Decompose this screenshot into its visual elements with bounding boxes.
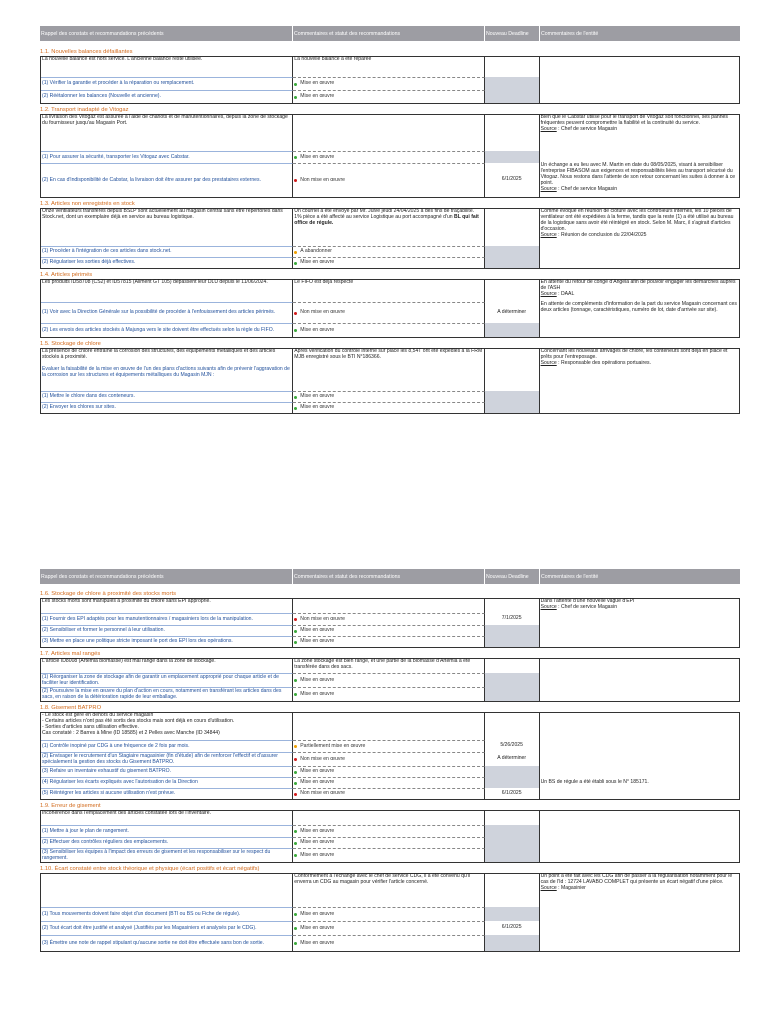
section-1-5	[40, 341, 740, 414]
section-1-1	[40, 49, 740, 104]
deadline-cell	[485, 907, 540, 921]
section-1-3	[40, 201, 740, 269]
header-deadline: Nouveau Deadline	[485, 569, 540, 584]
deadline-cell	[485, 323, 540, 337]
section-table	[40, 810, 740, 863]
status-badge: Mise en œuvre	[293, 921, 484, 935]
section-title: 1.9. Erreur de gisement	[40, 803, 101, 809]
deadline-cell: 6/1/2025	[485, 788, 540, 799]
status-badge: Mise en œuvre	[293, 323, 484, 337]
section-1-7	[40, 651, 740, 702]
recommendation: (1) Pour assurer la sécurité, transporter les Vitogaz avec Cabstar.	[41, 151, 293, 163]
section-title: 1.6. Stockage de chlore à proximité des stocks morts	[40, 591, 176, 597]
status-badge: A abandonner	[293, 246, 484, 257]
section-table	[40, 208, 740, 269]
recommendation: (4) Régulariser les écarts expliqués avec l'autorisation de la Direction	[41, 777, 293, 788]
deadline-cell	[485, 825, 540, 837]
recommendation: (3) Mettre en place une politique stricte imposant le port des EPI lors des opérations.	[41, 636, 293, 647]
report-page-2	[40, 569, 740, 952]
deadline-cell	[485, 636, 540, 647]
recommendation: (1) Réorganiser la zone de stockage afin de garantir un emplacement approprié pour chaque article et de faciliter leur identification.	[41, 673, 293, 687]
constat-comment: Un courriel a été envoyé par Mr. Julve jeudi 24/04/2025 à des fins de traçabilité. 1% pièce a été affecté au service Logistique au port accompagné d'un BL qui fait office de régule.	[293, 209, 484, 246]
deadline-cell	[485, 625, 540, 636]
status-badge: Non mise en œuvre	[293, 752, 484, 766]
section-title: 1.3. Articles non enregistrés en stock	[40, 201, 135, 207]
status-badge: Mise en œuvre	[293, 77, 484, 90]
status-badge: Non mise en œuvre	[293, 613, 484, 625]
deadline-cell: A déterminer	[485, 302, 540, 323]
status-dot-icon	[294, 842, 297, 845]
constat-text: L'article ID8008 (Artémia biomasse) est mal rangé dans la zone de stockage.	[41, 659, 293, 673]
header-entite: Commentaires de l'entité	[541, 30, 599, 37]
entity-comment: Un point a été fait avec les CDG afin de passer à la régularisation notamment pour le cas de l'Id : 12724 LAVABO COMPLET qui présente un écart négatif d'une pièce. Source : Magasinier	[540, 873, 733, 891]
section-1-6	[40, 591, 740, 648]
entity-comment: Dans l'attente d'une nouvelle vague d'EPI Source : Chef de service Magasin	[540, 598, 635, 610]
status-dot-icon	[294, 782, 297, 785]
deadline-cell	[485, 391, 540, 402]
deadline-cell	[485, 848, 540, 862]
status-badge: Mise en œuvre	[293, 825, 484, 837]
status-badge: Non mise en œuvre	[293, 788, 484, 799]
status-dot-icon	[294, 793, 297, 796]
entity-comment: Un échange a eu lieu avec M. Martin en date du 08/05/2025, visant à sensibiliser l'entreprise FIBASOM aux exigences et responsabilités liées au transport sécurisé du Vitogaz. Nous restons dans l'attente de son retour concernant les suites à donner à ce point. Source : Chef de service Magasin	[540, 162, 736, 192]
status-dot-icon	[294, 96, 297, 99]
entity-comment: Bien que le Cabstar utilisé pour le transport de Vitogaz soit fonctionnel, ses pannes fréquentes peuvent compromettre la fiabilité et la continuité du service. Source : Chef de service Magasin	[540, 114, 728, 132]
section-1-8	[40, 705, 740, 800]
recommendation: (1) Contrôle inopiné par CDG à une fréquence de 2 fois par mois.	[41, 740, 293, 752]
status-badge: Mise en œuvre	[293, 636, 484, 647]
recommendation: (1) Voir avec la Direction Générale sur la possibilité de procéder à l'enfouissement des articles périmés.	[41, 302, 293, 323]
entity-comment: En attente de compléments d'information de la part du service Magasin concernant ces deux articles (tonnage, caractéristiques, numéro de lot, date d'arrivée sur site).	[540, 301, 737, 313]
deadline-cell	[485, 90, 540, 103]
report-page-1	[40, 26, 740, 414]
deadline-cell	[485, 257, 540, 268]
status-dot-icon	[294, 262, 297, 265]
section-1-9	[40, 803, 740, 863]
header-commentaires: Commentaires et statut des recommandations	[293, 569, 485, 584]
recommendation: (2) Réétalonner les balances (Nouvelle et ancienne).	[41, 90, 293, 103]
status-badge: Partiellement mise en œuvre	[293, 740, 484, 752]
header-constats: Rappel des constats et recommandations précédents	[40, 26, 293, 41]
status-badge: Mise en œuvre	[293, 848, 484, 862]
deadline-cell	[485, 766, 540, 777]
deadline-cell	[485, 777, 540, 788]
recommendation: (2) Envoyer les chlores sur sites.	[41, 402, 293, 413]
recommendation: (3) Sensibiliser les équipes à l'impact des erreurs de gisement et les responsabiliser sur le respect du rangement.	[41, 848, 293, 862]
status-dot-icon	[294, 83, 297, 86]
section-table	[40, 712, 740, 800]
status-dot-icon	[294, 312, 297, 315]
deadline-cell	[485, 687, 540, 701]
status-badge: Mise en œuvre	[293, 837, 484, 848]
constat-text: La livraison des Vitogaz est assurée à l'aide de chariots et de manutentionnaires, depuis la zone de stockage du fournisseur jusqu'au Magasin Port.	[41, 115, 293, 151]
deadline-cell: 7/1/2025	[485, 613, 540, 625]
status-badge: Mise en œuvre	[293, 391, 484, 402]
deadline-cell	[485, 402, 540, 413]
status-badge: Mise en œuvre	[293, 687, 484, 701]
status-badge: Mise en œuvre	[293, 766, 484, 777]
constat-text: - Le stock est géré en dehors du service magasin - Certains articles n'ont pas été sortis des stocks mais sont déjà en cours d'utilisation. - Sorties d'articles sans utilisation effective. Cas constaté : 2 Barres à Mine (ID 18585) et 2 Pelles avec Manche (ID 34844)	[41, 713, 293, 740]
section-table	[40, 348, 740, 414]
recommendation: (2) Poursuivre la mise en œuvre du plan d'action en cours, notamment en transférant les articles dans des sacs, en raison de la détérioration rapide de leur emballage.	[41, 687, 293, 701]
deadline-cell: 6/1/2025	[485, 921, 540, 935]
table-header	[40, 26, 740, 41]
constat-text: Incohérence dans l'emplacement des articles constatée lors de l'inventaire.	[41, 811, 293, 825]
section-title: 1.10. Écart constaté entre stock théorique et physique (écart positifs et écart négatifs)	[40, 866, 260, 872]
constat-text: Les produits ID58708 (CS2) et ID57815 (Aliment GT 105) dépassent leur DLU depuis le 11/06/2024.	[41, 280, 293, 302]
status-dot-icon	[294, 830, 297, 833]
recommendation: (2) Les envois des articles stockés à Majunga vers le site doivent être effectués selon la règle du FIFO.	[41, 323, 293, 337]
deadline-cell	[485, 77, 540, 90]
deadline-cell: 6/1/2025	[485, 163, 540, 197]
recommendation: (5) Réintégrer les articles si aucune utilisation n'est prévue.	[41, 788, 293, 799]
recommendation: (1) Mettre le chlore dans des conteneurs.	[41, 391, 293, 402]
status-dot-icon	[294, 156, 297, 159]
section-1-4	[40, 272, 740, 338]
status-dot-icon	[294, 396, 297, 399]
section-table	[40, 598, 740, 648]
deadline-cell	[485, 246, 540, 257]
recommendation: (1) Mettre à jour le plan de rangement.	[41, 825, 293, 837]
status-badge: Mise en œuvre	[293, 402, 484, 413]
status-badge: Mise en œuvre	[293, 151, 484, 163]
constat-comment: Le FIFO est déjà respecté	[293, 280, 484, 302]
recommendation: (2) Sensibiliser et former le personnel à leur utilisation.	[41, 625, 293, 636]
status-badge: Mise en œuvre	[293, 257, 484, 268]
deadline-cell	[485, 151, 540, 163]
recommendation: (1) Vérifier la garantie et procéder à la réparation ou remplacement.	[41, 77, 293, 90]
constat-comment: Conformément à l'échange avec le chef de service CDG, il a été convenu qu'il enverra un CDG au magasin pour vérifier l'article concerné.	[293, 874, 484, 907]
section-table	[40, 658, 740, 702]
section-table	[40, 279, 740, 338]
recommendation: (2) Tout écart doit être justifié et analysé (Justifiés par les Magasiniers et analysés par le CDG).	[41, 921, 293, 935]
deadline-cell	[485, 837, 540, 848]
constat-text: Les stocks morts sont manipulés à proximité du chlore sans EPI approprié.	[41, 599, 293, 613]
status-badge: Mise en œuvre	[293, 777, 484, 788]
recommendation: (2) Régulariser les sorties déjà effectives.	[41, 257, 293, 268]
status-dot-icon	[294, 630, 297, 633]
constat-comment: La zone stockage est bien rangé, et une partie de la biomasse d'Artémia a été transférée dans des sacs.	[293, 659, 484, 673]
status-badge: Mise en œuvre	[293, 625, 484, 636]
deadline-cell	[485, 935, 540, 951]
status-dot-icon	[294, 618, 297, 621]
section-1-10	[40, 866, 740, 952]
header-commentaires: Commentaires et statut des recommandations	[293, 26, 485, 41]
entity-comment: En attente du retour de congé d'Angela afin de pouvoir engager les démarches auprès de l'ASH Source : DAAL	[540, 279, 736, 297]
entity-comment: Concernant les nouveaux arrivages de chlore, les conteneurs sont déjà en place et prêts pour l'entreposage. Source : Responsable des opérations portuaires.	[540, 348, 728, 366]
constat-text: Onze ventilateurs transférés depuis BSLP sont actuellement au magasin central sans être répertoriés dans Stock.net, dont un exemplaire déjà en service au bureau logistique.	[41, 209, 293, 246]
status-badge: Mise en œuvre	[293, 673, 484, 687]
recommendation: (1) Tous mouvements doivent faire objet d'un document (BTI ou BS ou Fiche de régule).	[41, 907, 293, 921]
status-badge: Mise en œuvre	[293, 907, 484, 921]
recommendation: (3) Refaire un inventaire exhaustif du gisement BATPRO.	[41, 766, 293, 777]
status-dot-icon	[294, 927, 297, 930]
status-dot-icon	[294, 407, 297, 410]
status-badge: Mise en œuvre	[293, 935, 484, 951]
status-dot-icon	[294, 179, 297, 182]
status-dot-icon	[294, 641, 297, 644]
recommendation: (2) Envisager le recrutement d'un Stagiaire magasinier (fin d'étude) afin de renforcer l'effectif et d'assurer spécialement la gestion des stocks du Gisement BATPRO.	[41, 752, 293, 766]
section-title: 1.8. Gisement BATPRO	[40, 705, 102, 711]
status-badge: Mise en œuvre	[293, 90, 484, 103]
section-title: 1.1. Nouvelles balances défaillantes	[40, 49, 133, 55]
recommendation: (2) Effectuer des contrôles réguliers des emplacements.	[41, 837, 293, 848]
status-badge: Non mise en œuvre	[293, 163, 484, 197]
constat-text: La nouvelle balance est hors service. L'ancienne balance reste utilisée.	[41, 57, 293, 77]
table-header	[40, 569, 740, 584]
constat-comment: La nouvelle balance a été réparée	[293, 57, 484, 77]
status-dot-icon	[294, 693, 297, 696]
section-title: 1.7. Articles mal rangés	[40, 651, 101, 657]
section-title: 1.5. Stockage de chlore	[40, 341, 101, 347]
deadline-cell	[485, 673, 540, 687]
entity-comment: Comme évoqué en réunion de clôture avec les contrôleurs internes, les 10 pièces de ventilateur ont été expédiées à la ferme, tandis que la reste (1) a été utilisé au bureau de la logistique sans avoir été réintégré en stock. Selon M. Marc, il s'agirait d'articles d'occasion. Source : Réunion de conclusion du 22/04/2025	[540, 208, 734, 238]
status-dot-icon	[294, 771, 297, 774]
status-dot-icon	[294, 745, 297, 748]
status-dot-icon	[294, 854, 297, 857]
recommendation: (1) Procéder à l'intégration de ces articles dans stock.net.	[41, 246, 293, 257]
status-dot-icon	[294, 758, 297, 761]
section-1-2	[40, 107, 740, 198]
deadline-cell: A déterminer	[485, 752, 540, 766]
section-table	[40, 114, 740, 198]
header-constats: Rappel des constats et recommandations précédents	[40, 569, 293, 584]
status-badge: Non mise en œuvre	[293, 302, 484, 323]
header-deadline: Nouveau Deadline	[485, 26, 540, 41]
recommendation: (1) Fournir des EPI adaptés pour les manutentionnaires / magasiniers lors de la manipulation.	[41, 613, 293, 625]
constat-text: La présence de chlore entraîne la corrosion des structures, des équipements métalliques et des articles stockés à proximité. Evaluer la faisabilité de la mise en œuvre de l'un des plans d'actions suivants afin de prévenir l'aggravation de la corrosion sur les structures et équipements métalliques du Magasin MJN :	[41, 349, 293, 391]
header-entite: Commentaires de l'entité	[541, 573, 599, 580]
recommendation: (2) En cas d'indisponibilité de Cabstar, la livraison doit être assurer par des prestataires externes.	[41, 163, 293, 197]
deadline-cell: 5/26/2025	[485, 740, 540, 752]
status-dot-icon	[294, 913, 297, 916]
section-table	[40, 873, 740, 952]
section-title: 1.2. Transport inadapté de Vitogaz	[40, 107, 129, 113]
status-dot-icon	[294, 679, 297, 682]
status-dot-icon	[294, 251, 297, 254]
status-dot-icon	[294, 329, 297, 332]
section-title: 1.4. Articles périmés	[40, 272, 93, 278]
section-table	[40, 56, 740, 104]
entity-comment: Un BS de régule a été établi sous le N° 185171.	[540, 778, 649, 785]
recommendation: (3) Émettre une note de rappel stipulant qu'aucune sortie ne doit être effectuée sans bon de sortie.	[41, 935, 293, 951]
constat-comment: Après vérification du contrôle interne sur place les 8,54T ont été expédiés à la FRM MJB enregistré sous le BTI N°186366.	[293, 349, 484, 391]
status-dot-icon	[294, 942, 297, 945]
